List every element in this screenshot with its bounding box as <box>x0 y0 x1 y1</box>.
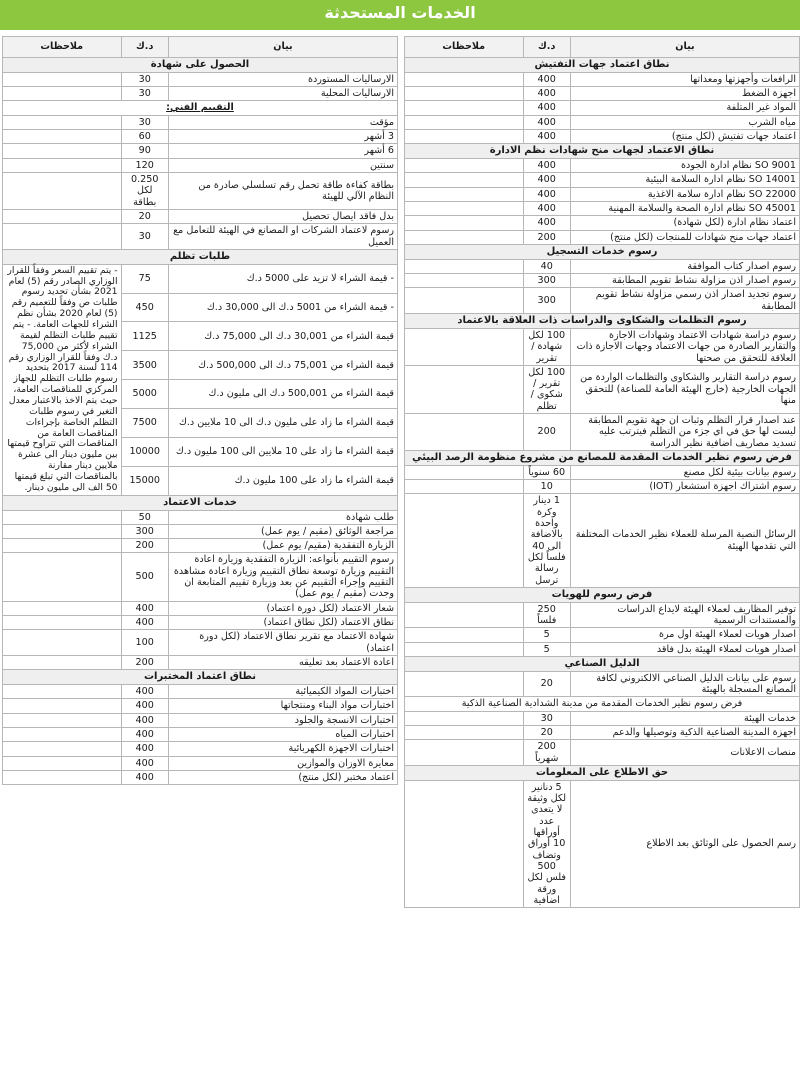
row-value: 400 <box>523 72 570 86</box>
section-header <box>405 245 800 260</box>
row-desc: الارساليات المحلية <box>168 87 397 101</box>
row-note <box>405 159 524 173</box>
row-desc: رسوم اصدار كتاب الموافقة <box>570 259 799 273</box>
row-note <box>405 726 524 740</box>
row-note <box>405 480 524 494</box>
row-desc: الارساليات المستوردة <box>168 72 397 86</box>
row-value: 400 <box>523 101 570 115</box>
row-note <box>405 365 524 413</box>
table-row <box>3 87 398 101</box>
row-desc: مؤقت <box>168 115 397 129</box>
row-desc: اختبارات الانسجة والجلود <box>168 713 397 727</box>
table-row <box>405 159 800 173</box>
row-note <box>405 628 524 642</box>
row-note <box>405 216 524 230</box>
row-value: 120 <box>121 158 168 172</box>
row-value: 400 <box>523 159 570 173</box>
table-row <box>3 172 398 209</box>
table-row <box>405 480 800 494</box>
row-note <box>3 699 122 713</box>
row-desc: اصدار هويات لعملاء الهيئة اول مرة <box>570 628 799 642</box>
row-value: 500 <box>121 553 168 601</box>
row-desc: SO 45001 نظام ادارة الصحة والسلامة المهنية <box>570 202 799 216</box>
row-value: 40 <box>523 259 570 273</box>
row-value: 200 <box>523 230 570 244</box>
row-note <box>3 115 122 129</box>
row-value: 30 <box>121 115 168 129</box>
section-title: رسوم التظلمات والشكاوى والدراسات ذات العلاقة بالاعتماد <box>405 314 800 329</box>
row-value: 400 <box>523 130 570 144</box>
row-value: 400 <box>121 699 168 713</box>
row-desc: اجهزة الضغط <box>570 87 799 101</box>
row-note <box>3 524 122 538</box>
row-desc: بطاقة كفاءة طاقة تحمل رقم تسلسلي صادرة من النظام الآلي للهيئة <box>168 172 397 209</box>
table-row <box>405 130 800 144</box>
row-value: 400 <box>121 742 168 756</box>
row-desc: اختبارات المواد الكيميائية <box>168 685 397 699</box>
table-row <box>405 274 800 288</box>
right-column <box>404 36 800 908</box>
row-desc: - قيمة الشراء من 5001 د.ك الى 30,000 د.ك <box>168 293 397 322</box>
row-desc: شعار الاعتماد (لكل دورة اعتماد) <box>168 601 397 615</box>
row-value: 400 <box>121 713 168 727</box>
section-title: فرض رسوم للهويات <box>405 587 800 602</box>
row-note <box>405 711 524 725</box>
table-row <box>3 713 398 727</box>
row-note <box>405 87 524 101</box>
row-desc: الزيارة التفقدية (مقيم/ يوم عمل) <box>168 539 397 553</box>
row-value: 60 <box>121 130 168 144</box>
row-note <box>3 510 122 524</box>
table-row <box>3 685 398 699</box>
row-note <box>3 158 122 172</box>
row-value: 5 دنانير لكل وثيقة لا يتعدى عدد أوراقها 10 أوراق وتضاف 500 فلس لكل ورقة اضافية <box>523 780 570 907</box>
row-note <box>405 230 524 244</box>
table-row <box>3 630 398 656</box>
table-row <box>405 365 800 413</box>
table-row <box>3 616 398 630</box>
table-row <box>405 187 800 201</box>
row-value: 200 <box>523 414 570 451</box>
header-notes: ملاحظات <box>3 37 122 58</box>
row-note <box>405 465 524 479</box>
table-row <box>3 158 398 172</box>
table-row <box>3 524 398 538</box>
row-note <box>405 671 524 697</box>
row-value: 10000 <box>121 437 168 466</box>
row-note <box>405 780 524 907</box>
row-desc: قيمة الشراء من 500,001 د.ك الى مليون د.ك <box>168 380 397 409</box>
row-value: 200 <box>121 539 168 553</box>
row-value: 90 <box>121 144 168 158</box>
row-note <box>405 115 524 129</box>
table-row <box>3 209 398 223</box>
table-row <box>405 259 800 273</box>
section-title: حق الاطلاع على المعلومات <box>405 765 800 780</box>
table-row <box>405 173 800 187</box>
section-header <box>3 670 398 685</box>
row-desc: رسوم على بيانات الدليل الصناعي الالكتروني لكافة المصانع المسجلة بالهيئة <box>570 671 799 697</box>
row-desc: SO 22000 نظام ادارة سلامة الاغذية <box>570 187 799 201</box>
row-desc: مياه الشرب <box>570 115 799 129</box>
row-note <box>3 770 122 784</box>
row-desc: رسوم بيانات بيئية لكل مصنع <box>570 465 799 479</box>
section-title: الدليل الصناعي <box>405 656 800 671</box>
tazallum-note: - يتم تقييم السعر وفقاً للقرار الوزاري الصادر رقم (5) لعام 2021 بشأن تحديد رسوم طلبات ص وفقاً للتعميم رقم (5) لعام 2020 بشأن نظم الشراء للجهات العامة. - يتم تقييم طلبات التظلم لقيمة الشراء لأكثر من 75,000 د.ك وفقاً للقرار الوزاري رقم 114 لسنة 2017 بتحديد رسوم طلبات التظلم للجهاز المركزي للمناقصات العامة، حيث يتم الاخذ بالاعتبار معدل التغير في رسوم طلبات التظلم الخاصة بإجراءات المناقصات العامة من المناقصات التي تتراوح قيمتها بين مليون دينار الى عشرة ملايين دينار مقارنة بالمناقصات التي تبلغ قيمتها 50 الف الى مليون دينار. <box>3 264 122 495</box>
row-desc: رسم الحصول على الوثائق بعد الاطلاع <box>570 780 799 907</box>
row-note <box>405 494 524 588</box>
row-note <box>3 172 122 209</box>
table-row <box>3 264 398 293</box>
header-value: د.ك <box>121 37 168 58</box>
section-title: نطاق اعتماد جهات التفتيش <box>405 58 800 73</box>
row-note <box>3 539 122 553</box>
row-desc: فرض رسوم نظير الخدمات المقدمة من مدينة الشدادية الصناعية الذكية <box>405 697 800 711</box>
table-row <box>3 115 398 129</box>
row-note <box>3 630 122 656</box>
table-row <box>3 770 398 784</box>
section-header <box>405 656 800 671</box>
section-title: نطاق اعتماد المختبرات <box>3 670 398 685</box>
row-value: 10 <box>523 480 570 494</box>
row-note <box>405 72 524 86</box>
table-row <box>405 780 800 907</box>
row-value: 1125 <box>121 322 168 351</box>
table-row <box>405 602 800 628</box>
row-note <box>3 130 122 144</box>
row-note <box>3 553 122 601</box>
row-desc: اختبارات مواد البناء ومنتجاتها <box>168 699 397 713</box>
row-desc: قيمة الشراء ما زاد على 100 مليون د.ك <box>168 466 397 495</box>
row-desc: سنتين <box>168 158 397 172</box>
table-row <box>3 756 398 770</box>
table-row <box>405 726 800 740</box>
row-value: 400 <box>121 601 168 615</box>
table-row <box>405 328 800 365</box>
row-value: 20 <box>121 209 168 223</box>
header-desc: بيان <box>168 37 397 58</box>
row-value: 20 <box>523 726 570 740</box>
table-row <box>405 202 800 216</box>
row-note <box>405 602 524 628</box>
row-note <box>405 173 524 187</box>
table-row <box>3 553 398 601</box>
row-desc: رسوم اشتراك اجهزة استشعار (IOT) <box>570 480 799 494</box>
row-note <box>405 328 524 365</box>
row-value: 400 <box>523 202 570 216</box>
row-value: 300 <box>523 274 570 288</box>
table-row <box>405 494 800 588</box>
row-value: 7500 <box>121 409 168 438</box>
row-desc: معايرة الاوزان والموازين <box>168 756 397 770</box>
row-value: 5 <box>523 628 570 642</box>
section-title: خدمات الاعتماد <box>3 495 398 510</box>
row-desc: 6 أشهر <box>168 144 397 158</box>
table-row <box>405 101 800 115</box>
row-note <box>3 727 122 741</box>
table-row <box>405 216 800 230</box>
row-desc: الرافعات وأجهزتها ومعداتها <box>570 72 799 86</box>
page-title: الخدمات المستحدثة <box>324 3 476 22</box>
row-value: 100 لكل تقرير / شكوى / تظلم <box>523 365 570 413</box>
row-note <box>405 130 524 144</box>
table-row <box>405 711 800 725</box>
row-value: 30 <box>121 87 168 101</box>
row-note <box>3 685 122 699</box>
row-desc: مراجعة الوثائق (مقيم / يوم عمل) <box>168 524 397 538</box>
row-value: 200 شهرياً <box>523 740 570 766</box>
section-header <box>3 249 398 264</box>
section-header <box>405 144 800 159</box>
section-header <box>3 58 398 73</box>
row-desc: نطاق الاعتماد (لكل نطاق اعتماد) <box>168 616 397 630</box>
table-row <box>405 72 800 86</box>
row-value: 400 <box>121 756 168 770</box>
header-value: د.ك <box>523 37 570 58</box>
row-note <box>405 414 524 451</box>
row-note <box>405 288 524 314</box>
section-title: نطاق الاعتماد لجهات منح شهادات نظم الادارة <box>405 144 800 159</box>
row-note <box>405 259 524 273</box>
row-value: 400 <box>523 216 570 230</box>
section-title: فرض رسوم نظير الخدمات المقدمة للمصانع من مشروع منظومة الرصد البيئي <box>405 451 800 466</box>
section-title: الحصول على شهادة <box>3 58 398 73</box>
row-desc: قيمة الشراء من 75,001 د.ك الى 500,000 د.ك <box>168 351 397 380</box>
row-desc: اعتماد نظام ادارة (لكل شهادة) <box>570 216 799 230</box>
row-note <box>3 72 122 86</box>
table-row <box>405 87 800 101</box>
row-value: 5000 <box>121 380 168 409</box>
row-note <box>3 87 122 101</box>
section-header <box>405 587 800 602</box>
section-title: طلبات تظلم <box>3 249 398 264</box>
row-value: 400 <box>121 770 168 784</box>
section-header <box>405 314 800 329</box>
table-row <box>405 288 800 314</box>
row-note <box>3 224 122 250</box>
right-fees-table <box>404 36 800 908</box>
row-desc: رسوم تجديد اصدار اذن رسمي مزاولة نشاط تقويم المطابقة <box>570 288 799 314</box>
row-desc: رسوم اصدار اذن مزاولة نشاط تقويم المطابقة <box>570 274 799 288</box>
row-desc: اصدار هويات لعملاء الهيئة بدل فاقد <box>570 642 799 656</box>
table-row <box>3 727 398 741</box>
row-value: 400 <box>523 115 570 129</box>
row-desc: شهادة الاعتماد مع تقرير نطاق الاعتماد (لكل دورة اعتماد) <box>168 630 397 656</box>
table-row <box>3 224 398 250</box>
row-desc: توفير المظاريف لعملاء الهيئة لايداع الدراسات والمستندات الرسمية <box>570 602 799 628</box>
row-desc: منصات الاعلانات <box>570 740 799 766</box>
table-row <box>3 130 398 144</box>
row-value: 3500 <box>121 351 168 380</box>
row-desc: قيمة الشراء ما زاد على مليون د.ك الى 10 ملايين د.ك <box>168 409 397 438</box>
row-value: 60 سنوياً <box>523 465 570 479</box>
row-desc: SO 14001 نظام ادارة السلامة البيئية <box>570 173 799 187</box>
table-row <box>405 697 800 711</box>
row-note <box>3 756 122 770</box>
table-row <box>405 465 800 479</box>
row-value: 15000 <box>121 466 168 495</box>
table-row <box>3 655 398 669</box>
section-header <box>3 495 398 510</box>
table-row <box>3 510 398 524</box>
table-row <box>3 144 398 158</box>
section-header <box>405 451 800 466</box>
table-row <box>3 72 398 86</box>
row-value: 20 <box>523 671 570 697</box>
row-desc: عند اصدار قرار التظلم وثبات ان جهة تقويم المطابقة ليست لها حق في اي جزء من التظلم فيترتب عليه تسديد مصاريف اضافية نظير الدراسة <box>570 414 799 451</box>
section-title: رسوم خدمات التسجيل <box>405 245 800 260</box>
table-row <box>405 230 800 244</box>
row-desc: 3 أشهر <box>168 130 397 144</box>
row-note <box>405 740 524 766</box>
table-row <box>405 740 800 766</box>
table-row <box>405 628 800 642</box>
row-desc: طلب شهادة <box>168 510 397 524</box>
row-value: 450 <box>121 293 168 322</box>
row-desc: اعتماد جهات تفتيش (لكل منتج) <box>570 130 799 144</box>
table-row <box>405 115 800 129</box>
title-banner <box>0 0 800 30</box>
row-value: 400 <box>121 727 168 741</box>
row-desc: SO 9001 نظام ادارة الجودة <box>570 159 799 173</box>
row-value: 100 <box>121 630 168 656</box>
row-value: 75 <box>121 264 168 293</box>
row-value: 300 <box>523 288 570 314</box>
section-header <box>405 765 800 780</box>
row-value: 30 <box>121 224 168 250</box>
header-desc: بيان <box>570 37 799 58</box>
left-column <box>2 36 398 785</box>
row-value: 400 <box>121 616 168 630</box>
row-desc: الرسائل النصية المرسلة للعملاء نظير الخدمات المختلفة التي تقدمها الهيئة <box>570 494 799 588</box>
row-desc: بدل فاقد ايصال تحصيل <box>168 209 397 223</box>
row-note <box>3 742 122 756</box>
row-value: 1 دينار وكرة واحدة بالاضافة الى 40 فلساً لكل رسالة ترسل <box>523 494 570 588</box>
row-note <box>3 144 122 158</box>
table-row <box>405 642 800 656</box>
row-value: 0.250 لكل بطاقة <box>121 172 168 209</box>
row-note <box>3 601 122 615</box>
row-note <box>405 202 524 216</box>
row-desc: خدمات الهيئة <box>570 711 799 725</box>
row-note <box>405 101 524 115</box>
table-row <box>405 671 800 697</box>
row-note <box>405 274 524 288</box>
row-desc: المواد غير المتلفة <box>570 101 799 115</box>
row-desc: رسوم دراسة التقارير والشكاوى والتظلمات الواردة من الجهات الخارجية (خارج الهيئة العامة للصناعة) للتحقق منها <box>570 365 799 413</box>
row-value: 30 <box>523 711 570 725</box>
row-desc: رسوم دراسة شهادات الاعتماد وشهادات الاجازة والتقارير الصادرة من جهات الاعتماد وجهات الاجازة ذات العلاقة للتحقق من صحتها <box>570 328 799 365</box>
row-desc: اعتماد جهات منح شهادات للمنتجات (لكل منتج) <box>570 230 799 244</box>
table-row <box>3 539 398 553</box>
subsection-header <box>3 101 398 115</box>
row-note <box>405 187 524 201</box>
row-note <box>405 642 524 656</box>
table-row <box>3 742 398 756</box>
row-desc: اجهزة المدينة الصناعية الذكية وتوصيلها والدعم <box>570 726 799 740</box>
row-note <box>3 655 122 669</box>
row-note <box>3 209 122 223</box>
row-desc: - قيمة الشراء لا تزيد على 5000 د.ك <box>168 264 397 293</box>
section-title: التقييم الفني: <box>3 101 398 115</box>
table-row <box>3 699 398 713</box>
header-notes: ملاحظات <box>405 37 524 58</box>
row-value: 400 <box>523 173 570 187</box>
row-desc: قيمة الشراء ما زاد على 10 ملايين الى 100 مليون د.ك <box>168 437 397 466</box>
row-value: 5 <box>523 642 570 656</box>
row-value: 400 <box>523 87 570 101</box>
left-fees-table <box>2 36 398 785</box>
row-value: 250 فلساً <box>523 602 570 628</box>
row-note <box>3 616 122 630</box>
row-desc: رسوم لاعتماد الشركات او المصانع في الهيئة للتعامل مع العميل <box>168 224 397 250</box>
row-value: 400 <box>523 187 570 201</box>
row-value: 50 <box>121 510 168 524</box>
row-desc: اعادة الاعتماد بعد تعليقه <box>168 655 397 669</box>
row-note <box>3 713 122 727</box>
row-desc: اعتماد مختبر (لكل منتج) <box>168 770 397 784</box>
section-header <box>405 58 800 73</box>
row-value: 300 <box>121 524 168 538</box>
row-value: 100 لكل شهادة / تقرير <box>523 328 570 365</box>
row-desc: اختبارات الاجهزة الكهربائية <box>168 742 397 756</box>
row-desc: اختبارات المياه <box>168 727 397 741</box>
row-value: 400 <box>121 685 168 699</box>
table-row <box>405 414 800 451</box>
row-desc: رسوم التقييم بأنواعه: الزيارة التفقدية وزيارة اعادة التقييم وزيارة توسعة نطاق التقييم وزيارة اعادة مشاهدة التقييم وإجراء التقييم عن بعد وزيارة تقييم المتابعة ان وجدت (مقيم / يوم عمل) <box>168 553 397 601</box>
row-value: 30 <box>121 72 168 86</box>
row-value: 200 <box>121 655 168 669</box>
row-desc: قيمة الشراء من 30,001 د.ك الى 75,000 د.ك <box>168 322 397 351</box>
table-row <box>3 601 398 615</box>
